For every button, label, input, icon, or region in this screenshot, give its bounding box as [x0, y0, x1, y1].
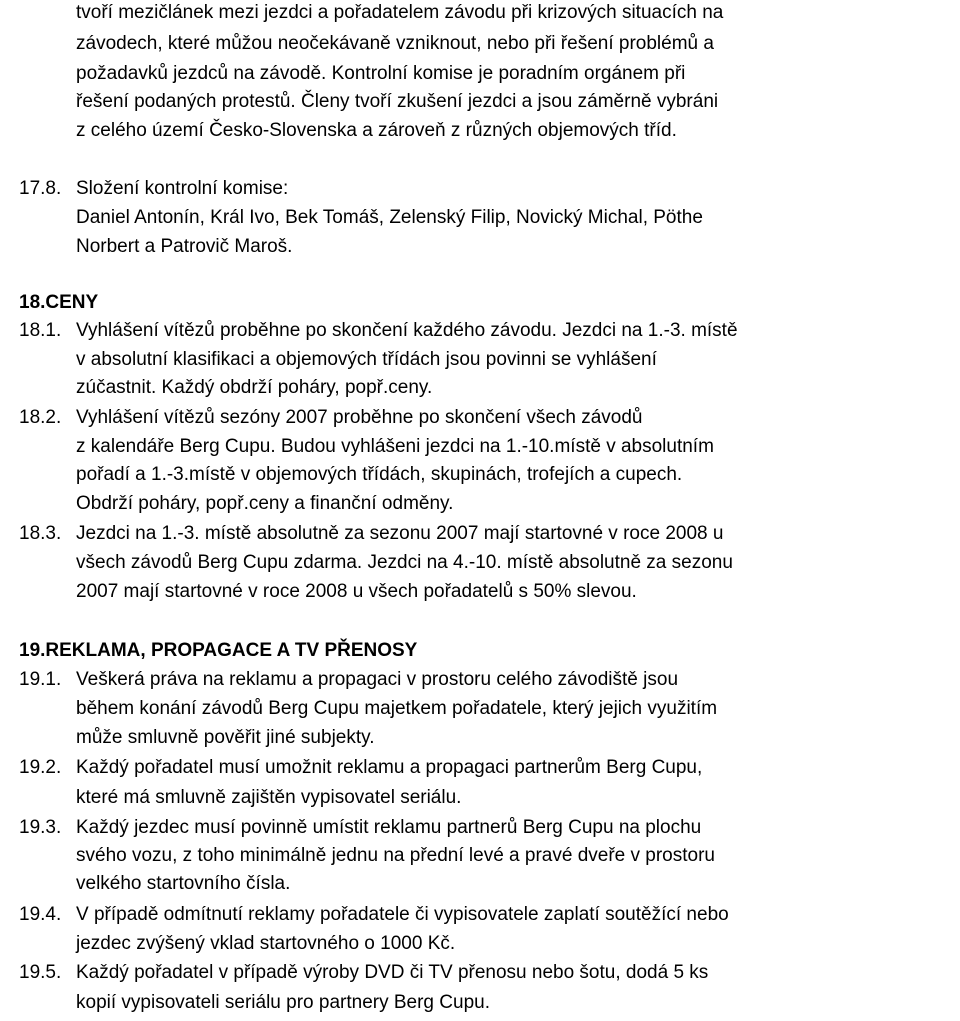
section-number: 19.5.	[19, 962, 62, 983]
section-text: všech závodů Berg Cupu zdarma. Jezdci na 4.-10. místě absolutně za sezonu	[76, 552, 733, 573]
section-text: Jezdci na 1.-3. místě absolutně za sezonu 2007 mají startovné v roce 2008 u	[76, 523, 724, 544]
section-text: z kalendáře Berg Cupu. Budou vyhlášeni jezdci na 1.-10.místě v absolutním	[76, 436, 714, 457]
section-text: během konání závodů Berg Cupu majetkem pořadatele, který jejich využitím	[76, 698, 718, 719]
section-number: 19.2.	[19, 757, 62, 778]
section-number: 17.8.	[19, 178, 62, 199]
section-text: Vyhlášení vítězů sezóny 2007 proběhne po skončení všech závodů	[76, 407, 643, 428]
intro-line: závodech, které můžou neočekávaně vzniknout, nebo při řešení problémů a	[76, 33, 714, 54]
section-number: 18.1.	[19, 320, 62, 341]
section-text: Každý pořadatel v případě výroby DVD či TV přenosu nebo šotu, dodá 5 ks	[76, 962, 709, 983]
section-text: jezdec zvýšený vklad startovného o 1000 Kč.	[76, 933, 456, 954]
section-text: velkého startovního čísla.	[76, 873, 291, 894]
section-text: kopií vypisovateli seriálu pro partnery Berg Cupu.	[76, 992, 490, 1013]
section-number: 18.3.	[19, 523, 62, 544]
section-number: 18.2.	[19, 407, 62, 428]
section-text: Obdrží poháry, popř.ceny a finanční odměny.	[76, 493, 454, 514]
section-text: svého vozu, z toho minimálně jednu na přední levé a pravé dveře v prostoru	[76, 845, 715, 866]
intro-line: z celého území Česko-Slovenska a zároveň z různých objemových tříd.	[76, 120, 677, 141]
section-number: 19.4.	[19, 904, 62, 925]
intro-line: tvoří mezičlánek mezi jezdci a pořadatelem závodu při krizových situacích na	[76, 2, 724, 23]
section-number: 19.3.	[19, 817, 62, 838]
section-text: Vyhlášení vítězů proběhne po skončení každého závodu. Jezdci na 1.-3. místě	[76, 320, 738, 341]
section-text: pořadí a 1.-3.místě v objemových třídách, skupinách, trofejích a cupech.	[76, 464, 683, 485]
section-text: Norbert a Patrovič Maroš.	[76, 236, 293, 257]
section-text: Každý jezdec musí povinně umístit reklamu partnerů Berg Cupu na plochu	[76, 817, 702, 838]
intro-line: řešení podaných protestů. Členy tvoří zkušení jezdci a jsou záměrně vybráni	[76, 91, 719, 112]
section-text: Složení kontrolní komise:	[76, 178, 289, 199]
section-text: které má smluvně zajištěn vypisovatel seriálu.	[76, 787, 462, 808]
section-text: V případě odmítnutí reklamy pořadatele či vypisovatele zaplatí soutěžící nebo	[76, 904, 729, 925]
section-text: může smluvně pověřit jiné subjekty.	[76, 727, 375, 748]
section-heading: 18.CENY	[19, 292, 99, 313]
intro-line: požadavků jezdců na závodě. Kontrolní komise je poradním orgánem při	[76, 63, 686, 84]
section-text: Daniel Antonín, Král Ivo, Bek Tomáš, Zelenský Filip, Novický Michal, Pöthe	[76, 207, 703, 228]
section-text: Každý pořadatel musí umožnit reklamu a propagaci partnerům Berg Cupu,	[76, 757, 703, 778]
section-text: 2007 mají startovné v roce 2008 u všech pořadatelů s 50% slevou.	[76, 581, 637, 602]
section-text: v absolutní klasifikaci a objemových třídách jsou povinni se vyhlášení	[76, 349, 657, 370]
section-heading: 19.REKLAMA, PROPAGACE A TV PŘENOSY	[19, 640, 418, 661]
section-number: 19.1.	[19, 669, 62, 690]
section-text: Veškerá práva na reklamu a propagaci v prostoru celého závodiště jsou	[76, 669, 679, 690]
section-text: zúčastnit. Každý obdrží poháry, popř.ceny.	[76, 377, 433, 398]
